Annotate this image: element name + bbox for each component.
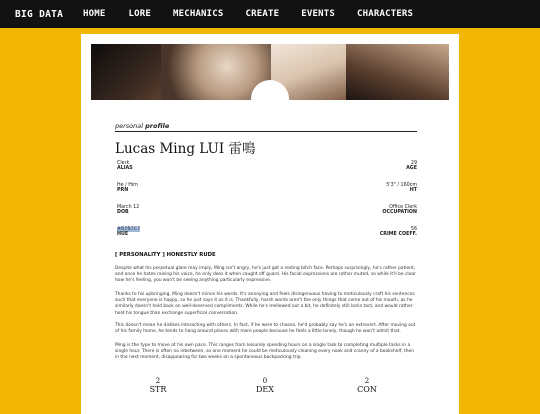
hue-swatch: #B7B7C7 — [117, 227, 141, 232]
stat-dex: 0 DEX — [256, 377, 274, 394]
main-nav — [75, 9, 413, 19]
nav-mechanics[interactable]: MECHANICS — [172, 9, 224, 19]
nav-create[interactable]: CREATE — [245, 9, 280, 19]
personality-paragraph-2: Thanks to his upbringing, Ming doesn't mince his words. It's annoying and feels disingenuous having to meticulously craft his sentences such that everyone is happy, so he just says it as it is. Thankfully, harsh words aren't the only things that come out of his mouth, as he similarly doesn't hold back on well-deserved compliments. While he's mellowed out a bit, he definitely still lacks tact, and would rather hold his tongue than exchange superficial conversation. — [115, 292, 415, 316]
stat-con: 2 CON — [357, 377, 377, 394]
character-name: Lucas Ming LUI 雷鳴 — [115, 141, 256, 157]
stat-str: 2 STR — [149, 377, 167, 394]
profile-card: personal profile Lucas Ming LUI 雷鳴 Clerk ALIAS 29 AGE He / Him PRN 5'3" / 160cm HT March 12 DOB Office Clerk OCCUPATION #B7B7C7 HUE 56 CRIME COEFF. [ PERSONALITY ] HONESTLY RUDE Despite what his perpetual glare may imply, Ming isn't angry, he's just got a resting bitch face. Perhaps surprisingly, he's rather patient, and once he hates raising his voice, he only does it when caught off guard. His facial expressions are rather muted, so while it'll be clear how he's feeling, you won't be seeing anything particularly expressive. Thanks to his upbringing, Ming doesn't mince his words. It's annoying and feels disingenuous having to meticulously craft his sentences such that everyone is happy, so he just says it as it is. Thankfully, harsh words aren't the only things that come out of his mouth, as he similarly doesn't hold back on well-deserved compliments. While he's mellowed out a bit, he definitely still lacks tact, and would rather hold his tongue than exchange superficial conversation. This doesn't mean he dislikes interacting with others. In fact, if he were to choose, he'd probably say he's an extrovert. After moving out of his family home, he tends to hang around places with more people because he feels a little lonely, though he won't admit that. Ming is the type to move at his own pace. This ranges from leisurely spending hours on a single task to completing multiple tasks in a single hour. There is often no inbetween, so one moment he could be meticulously cleaning every nook and cranny of a bookshelf, then in the next moment, disappearing for two weeks on a spontaneous backpacking trip. 2 STR 0 DEX 2 CON — [81, 34, 459, 414]
personality-heading: [ PERSONALITY ] HONESTLY RUDE — [115, 252, 216, 258]
nav-events[interactable]: EVENTS — [301, 9, 335, 19]
site-logo[interactable]: BIG DATA — [15, 8, 64, 20]
nav-characters[interactable]: CHARACTERS — [356, 9, 414, 19]
nav-home[interactable]: HOME — [83, 9, 106, 19]
profile-banner-image — [91, 44, 449, 100]
nav-lore[interactable]: LORE — [128, 9, 151, 19]
personality-paragraph-1: Despite what his perpetual glare may imply, Ming isn't angry, he's just got a resting bitch face. Perhaps surprisingly, he's rather patient, and once he hates raising his voice, he only does it when caught off guard. His facial expressions are rather muted, so while it'll be clear how he's feeling, you won't be seeing anything particularly expressive. — [115, 266, 416, 284]
profile-subtitle: personal profile — [115, 122, 170, 130]
personality-paragraph-4: Ming is the type to move at his own pace. This ranges from leisurely spending hours on a single task to completing multiple tasks in a single hour. There is often no inbetween, so one moment he could be meticulously cleaning every nook and cranny of a bookshelf, then in the next moment, disappearing for two weeks on a spontaneous backpacking trip. — [115, 343, 414, 361]
top-navbar — [0, 0, 540, 28]
title-divider — [115, 131, 417, 132]
personality-paragraph-3: This doesn't mean he dislikes interacting with others. In fact, if he were to choose, he'd probably say he's an extrovert. After moving out of his family home, he tends to hang around places with more people because he feels a little lonely, though he won't admit that. — [115, 323, 416, 335]
